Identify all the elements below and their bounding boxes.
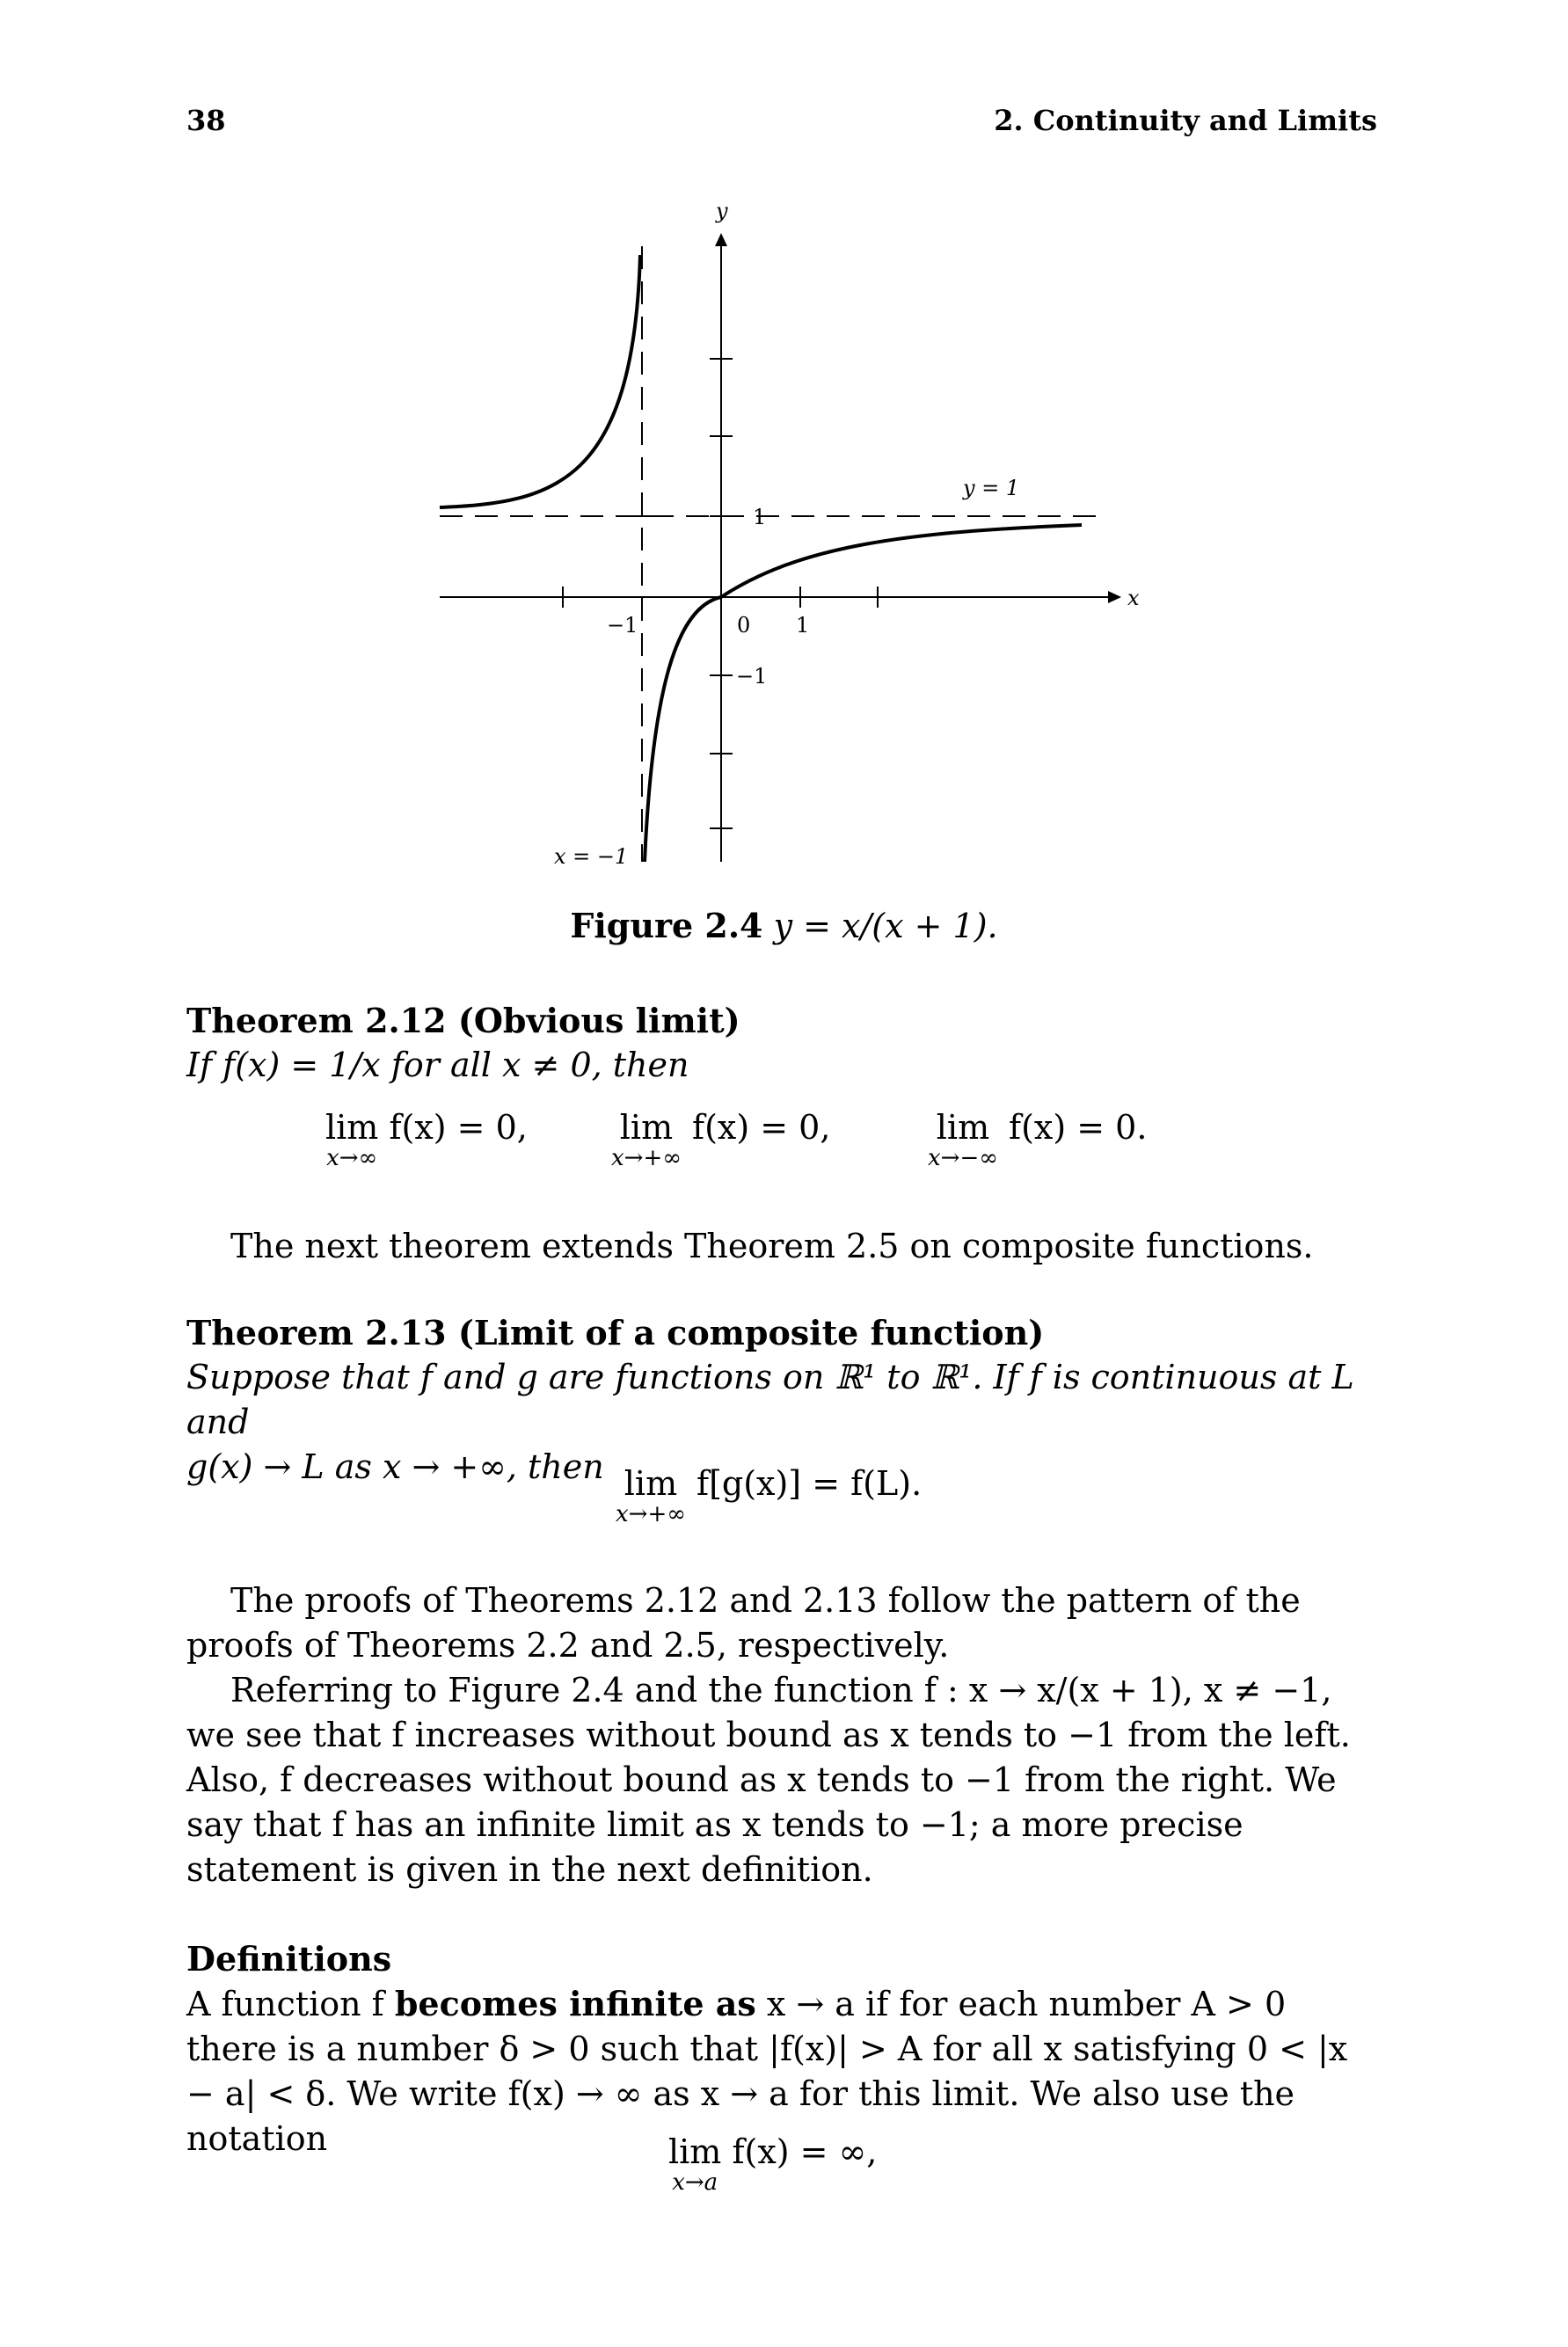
limit-row-2-12: [325, 1108, 528, 1170]
limit-composite-expr: f[g(x)] = f(L).: [696, 1464, 923, 1503]
theorem-2-12: [186, 998, 1382, 1088]
tick-label-one-x: 1: [796, 613, 810, 638]
paragraph-proofs: The proofs of Theorems 2.12 and 2.13 follow the pattern of the proofs of Theorems 2.2 and 2.5, respectively.: [186, 1581, 1301, 1665]
asymptote-v-label: x = −1: [554, 844, 629, 869]
limit-composite: lim x→+∞: [616, 1464, 686, 1527]
theorem-2-12-title: Theorem 2.12 (Obvious limit): [186, 1001, 740, 1040]
definitions-text: A function f becomes infinite as x → a if for each number A > 0 there is a number δ > 0 such that |f(x)| > A for all x satisfying 0 < |x − a| < δ. We write f(x) → ∞ as x → a for this limit. We also use the notation: [186, 1984, 1348, 2158]
limit-row-2-12c: [928, 1108, 1147, 1170]
limit-3-expr: f(x) = 0.: [1009, 1108, 1148, 1147]
theorem-2-13-statement-2: g(x) → L as x → +∞, then: [186, 1447, 604, 1486]
paragraph-referring: Referring to Figure 2.4 and the function f : x → x/(x + 1), x ≠ −1, we see that f increases without bound as x tends to −1 from the left. Also, f decreases without bound as x tends to −1 from the right. We say that f has an infinite limit as x tends to −1; a more precise statement is given in the next definition.: [186, 1671, 1351, 1889]
limit-row-definition: [668, 2132, 877, 2194]
paragraph-extends: The next theorem extends Theorem 2.5 on composite functions.: [230, 1227, 1314, 1265]
definitions-title: Definitions: [186, 1939, 392, 1979]
caption-formula: y = x/(x + 1).: [773, 907, 998, 945]
curve-left-branch: [440, 255, 640, 507]
theorem-2-12-statement: If f(x) = 1/x for all x ≠ 0, then: [186, 1046, 689, 1084]
figure-graph: [413, 193, 1140, 879]
x-axis-arrow: [1108, 591, 1121, 603]
theorem-2-13-title: Theorem 2.13 (Limit of a composite function): [186, 1313, 1045, 1352]
tick-label-minus-one-y: −1: [736, 664, 768, 689]
asymptote-h-label: y = 1: [963, 476, 1020, 500]
limit-row-2-13: [616, 1464, 922, 1526]
tick-label-one-y: 1: [753, 505, 767, 529]
figure-caption: [0, 906, 1568, 945]
y-axis-arrow: [715, 233, 727, 246]
curve-right-branch: [645, 525, 1082, 862]
running-head: 2. Continuity and Limits: [994, 104, 1377, 137]
theorem-2-13-statement-1: Suppose that f and g are functions on ℝ¹ to ℝ¹. If f is continuous at L and: [186, 1358, 1354, 1441]
limit-definition-expr: f(x) = ∞,: [732, 2132, 878, 2171]
limit-3: lim x→−∞: [928, 1108, 998, 1171]
limit-2: lim x→+∞: [611, 1108, 682, 1171]
page-number: 38: [186, 104, 226, 137]
limit-2-expr: f(x) = 0,: [692, 1108, 831, 1147]
limit-row-2-12b: [611, 1108, 830, 1170]
limit-1: lim x→∞: [325, 1108, 379, 1171]
y-axis-label: y: [716, 199, 728, 223]
limit-definition: lim x→a: [668, 2132, 722, 2196]
x-axis-label: x: [1127, 586, 1140, 610]
theorem-2-13: [186, 1310, 1382, 1490]
tick-label-minus-one-x: −1: [607, 613, 638, 638]
definitions: [186, 1936, 1382, 2161]
caption-label: Figure 2.4: [570, 906, 763, 945]
tick-label-zero: 0: [737, 613, 751, 638]
limit-1-expr: f(x) = 0,: [389, 1108, 528, 1147]
